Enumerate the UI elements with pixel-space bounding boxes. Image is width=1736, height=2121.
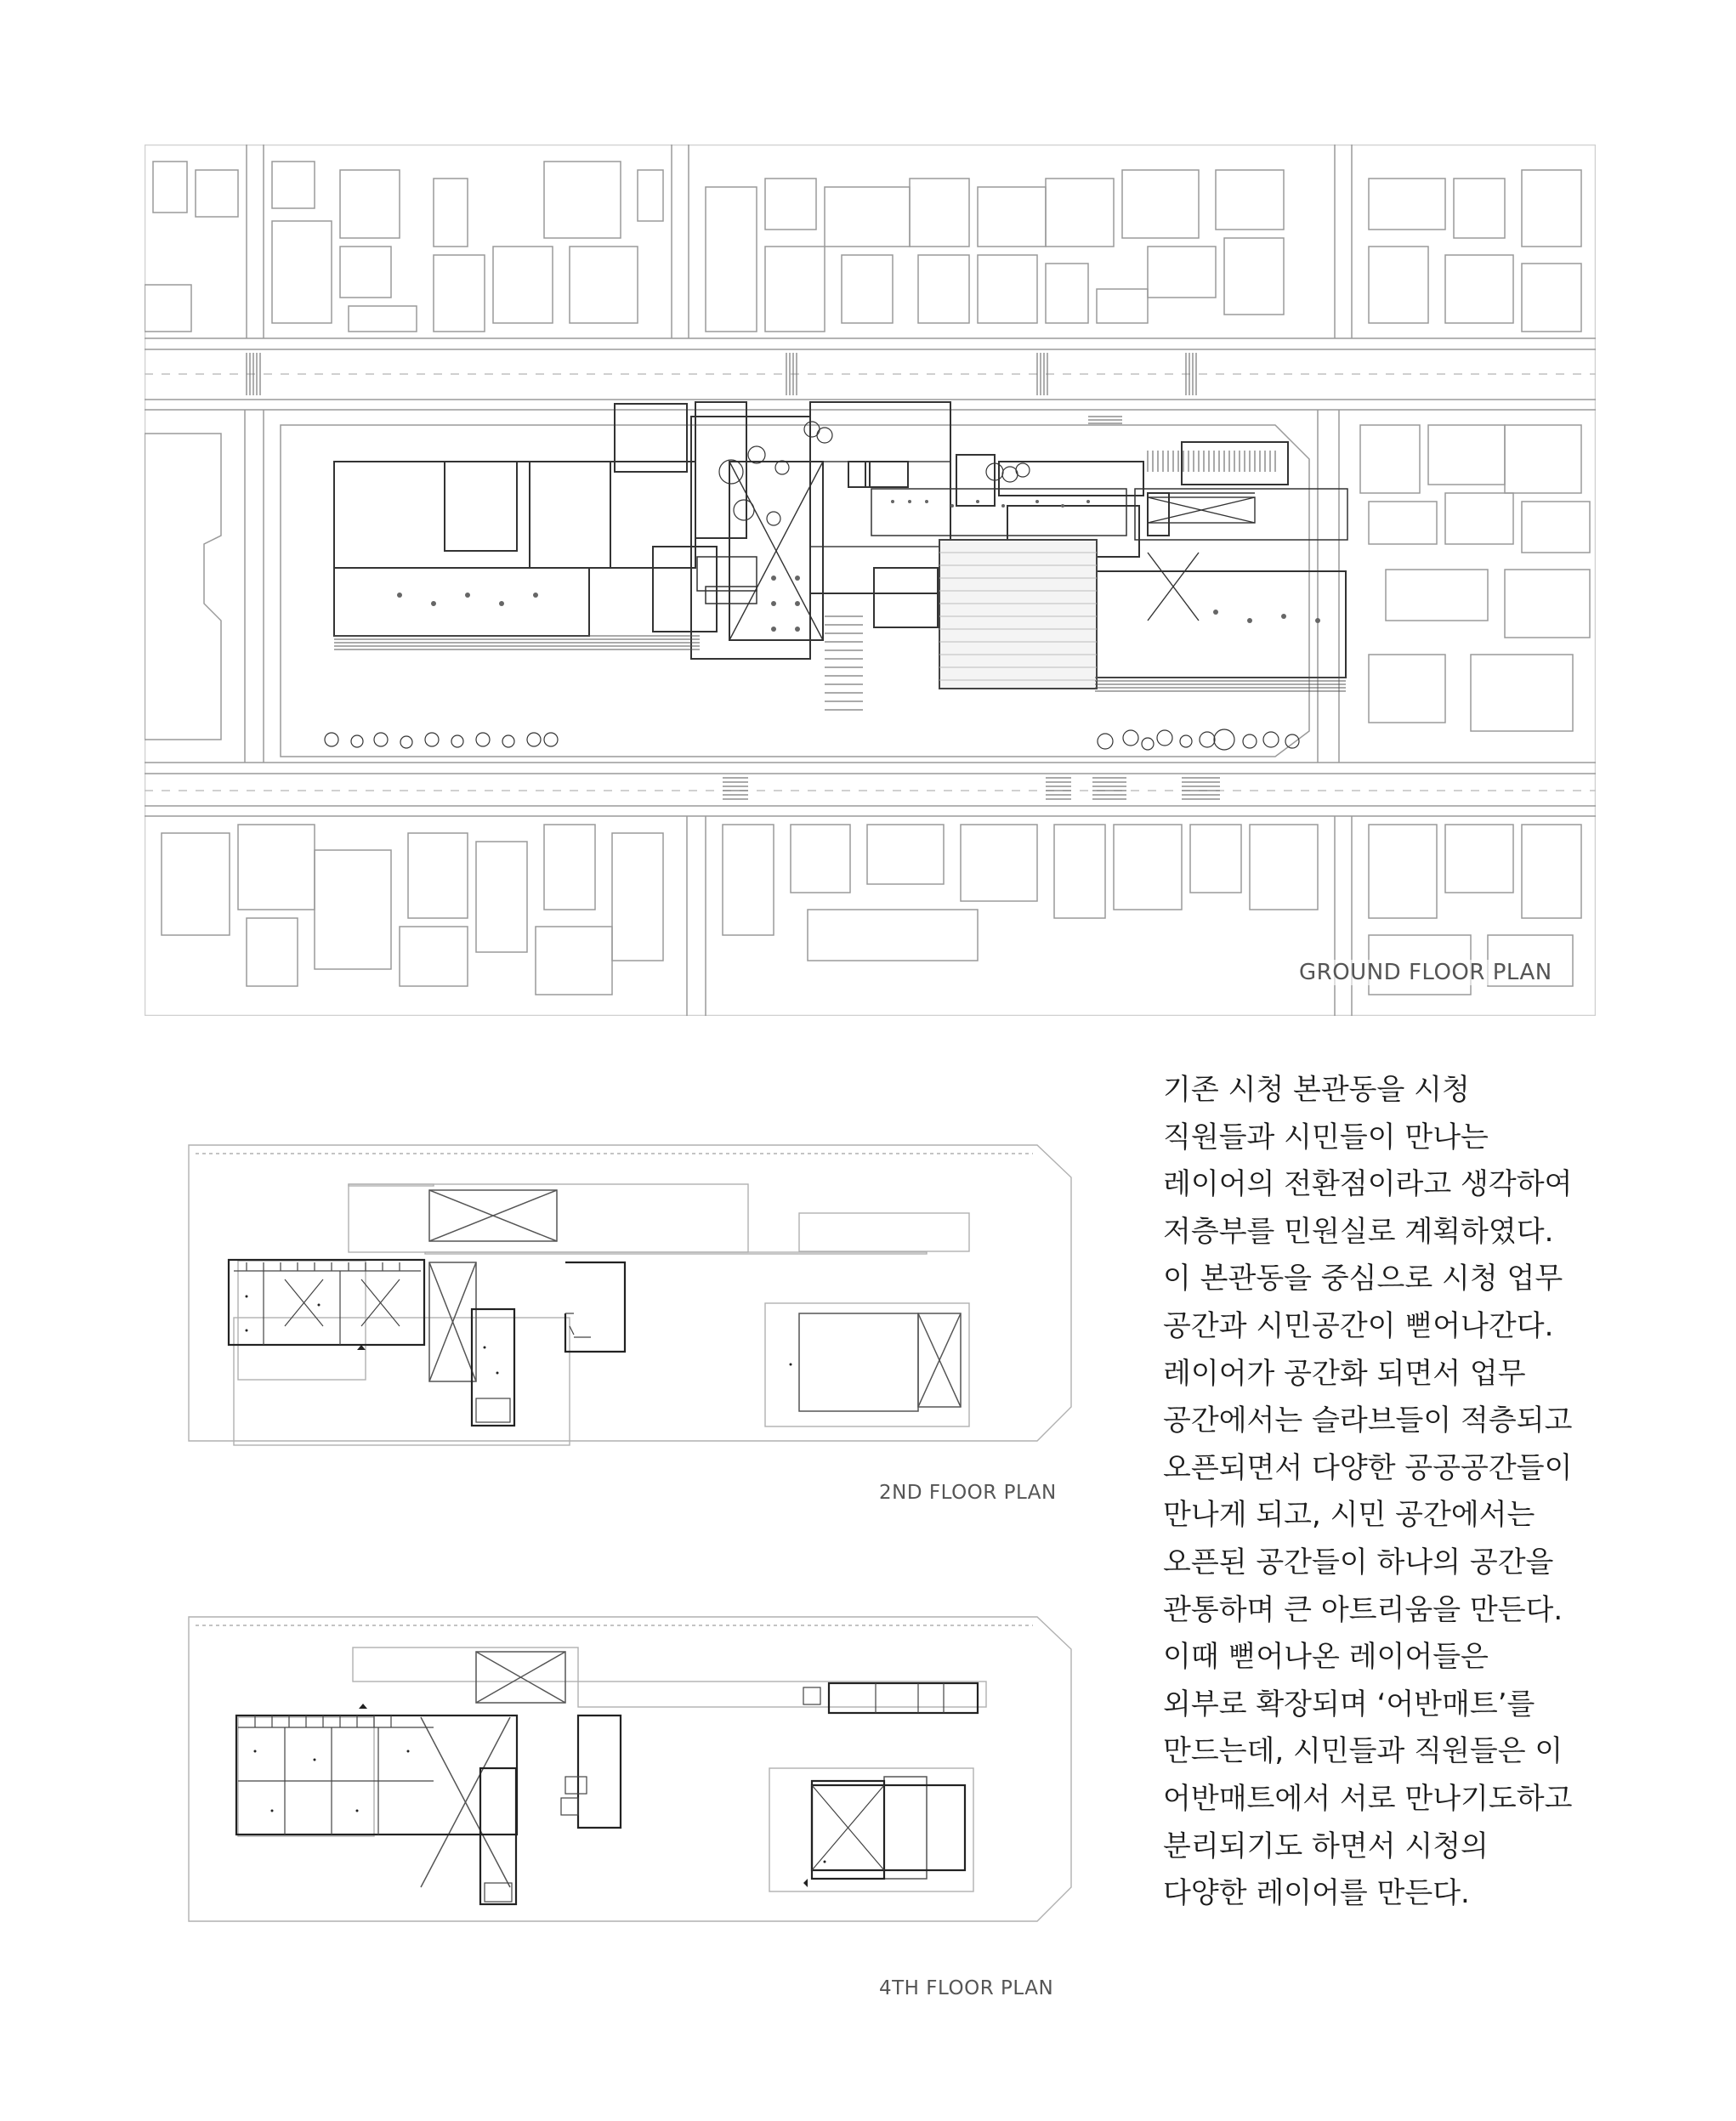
description-line: 외부로 확장되며 ‘어반매트’를 — [1163, 1687, 1535, 1721]
description-line: 다양한 레이어를 만든다. — [1163, 1876, 1470, 1911]
description-line: 만드는데, 시민들과 직원들은 이 — [1163, 1734, 1563, 1769]
description-line: 저층부를 민원실로 계획하였다. — [1163, 1214, 1554, 1249]
description-line: 레이어의 전환점이라고 생각하여 — [1163, 1167, 1573, 1202]
description-line: 기존 시청 본관동을 시청 — [1163, 1073, 1470, 1107]
description-line: 오픈되면서 다양한 공공공간들이 — [1163, 1450, 1573, 1485]
description-line: 이때 뻗어나온 레이어들은 — [1163, 1640, 1489, 1675]
description-line: 오픈된 공간들이 하나의 공간을 — [1163, 1545, 1554, 1579]
project-description — [1163, 1067, 1707, 1918]
description-line: 관통하며 큰 아트리움을 만든다. — [1163, 1592, 1563, 1627]
description-line: 이 본관동을 중심으로 시청 업무 — [1163, 1262, 1563, 1296]
description-line: 공간과 시민공간이 뻗어나간다. — [1163, 1308, 1554, 1343]
fourth-floor-plan — [187, 1607, 1075, 1930]
description-line: 공간에서는 슬라브들이 적층되고 — [1163, 1404, 1573, 1438]
description-line: 어반매트에서 서로 만나기도하고 — [1163, 1781, 1573, 1816]
description-line: 직원들과 시민들이 만나는 — [1163, 1120, 1489, 1154]
description-line: 레이어가 공간화 되면서 업무 — [1163, 1356, 1526, 1391]
ground-floor-plan — [145, 145, 1596, 1016]
second-floor-plan — [187, 1143, 1075, 1449]
fourth-floor-plan-caption: 4TH FLOOR PLAN — [879, 1977, 1054, 1999]
description-line: 분리되기도 하면서 시청의 — [1163, 1829, 1489, 1863]
description-line: 만나게 되고, 시민 공간에서는 — [1163, 1498, 1535, 1533]
ground-floor-plan-caption: GROUND FLOOR PLAN — [1299, 960, 1552, 985]
second-floor-plan-caption: 2ND FLOOR PLAN — [879, 1482, 1057, 1504]
